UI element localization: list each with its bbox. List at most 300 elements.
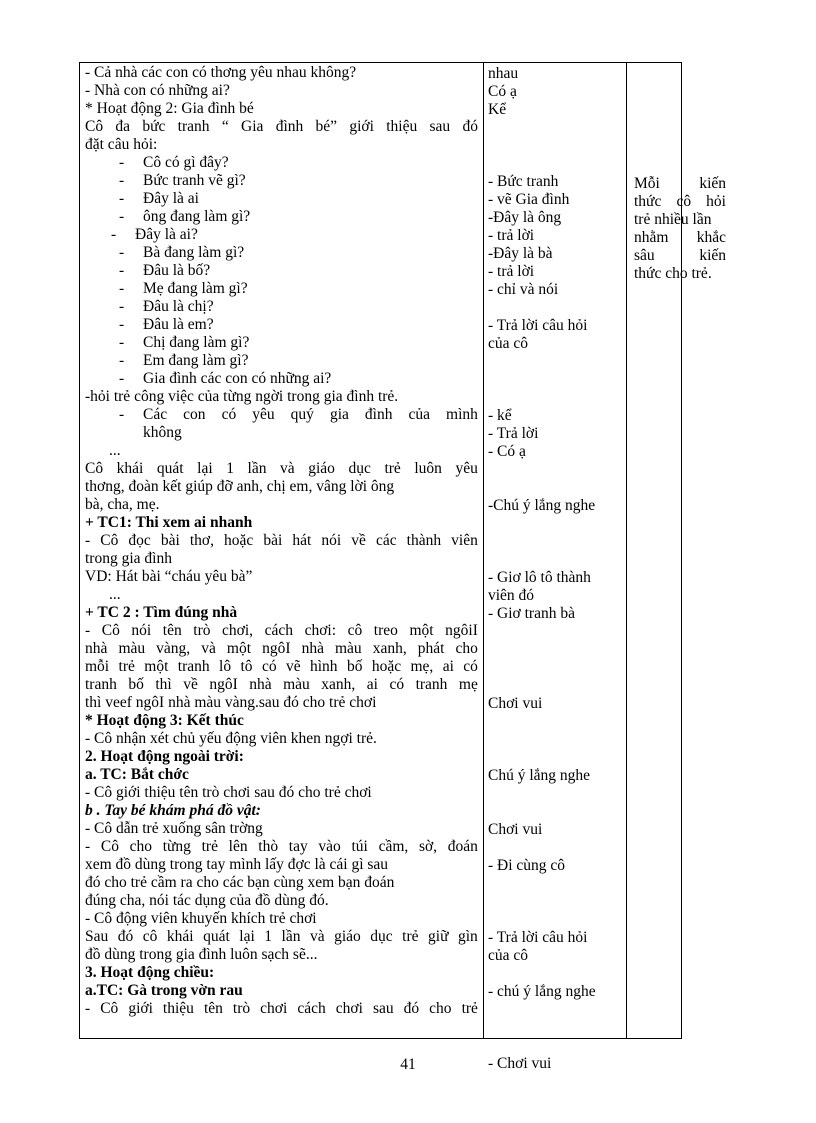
word: màu <box>118 640 146 657</box>
text: a. TC: Bắt chớc <box>85 766 189 783</box>
justified-text-line <box>85 532 478 550</box>
note-line <box>634 265 726 283</box>
text: - Trả lời <box>488 425 539 442</box>
response-line <box>488 605 621 623</box>
word: giáo <box>334 928 361 945</box>
question-item <box>85 172 478 190</box>
text: nhau <box>488 65 519 82</box>
blank-line <box>488 1037 621 1055</box>
question-item <box>85 334 478 352</box>
text: của cô <box>488 335 529 352</box>
heading-line <box>85 514 478 532</box>
word: đình <box>275 118 304 135</box>
justified-text-line <box>85 658 478 676</box>
word: phát <box>417 640 445 657</box>
text: của cô <box>488 947 529 964</box>
word: Sau <box>85 928 109 945</box>
text: xem đồ dùng trong tay mình lấy đợc là cái gì sau <box>85 856 389 873</box>
text: * Hoạt động 2: Gia đình bé <box>85 100 254 117</box>
response-line <box>488 695 621 713</box>
blank-line <box>488 785 621 803</box>
word: thành <box>406 532 442 549</box>
word: lần <box>247 460 267 477</box>
text-line <box>85 136 478 154</box>
response-line <box>488 209 621 227</box>
text: - trả lời <box>488 227 535 244</box>
response-line <box>488 101 621 119</box>
word: mẹ, <box>410 658 434 675</box>
note-line <box>634 175 726 193</box>
response-line <box>488 569 621 587</box>
column-divider <box>626 63 627 1038</box>
text: - chú ý lắng nghe <box>488 983 596 1000</box>
word: hỏi <box>706 193 726 210</box>
word: trẻ <box>201 838 218 855</box>
text: Chú ý lắng nghe <box>488 767 591 784</box>
blank-line <box>488 677 621 695</box>
blank-line <box>488 353 621 371</box>
text: - Giơ lô tô thành <box>488 569 591 586</box>
word: 1 <box>226 460 234 477</box>
response-line <box>488 191 621 209</box>
text: Chơi vui <box>488 821 543 838</box>
heading-line <box>85 712 478 730</box>
word: hình <box>310 658 338 675</box>
response-line <box>488 281 621 299</box>
question-text: Mẹ đang làm gì? <box>143 280 248 297</box>
text: VD: Hát bài “cháu yêu bà” <box>85 568 253 585</box>
blank-line <box>488 533 621 551</box>
word: ai <box>366 676 378 693</box>
blank-line <box>488 713 621 731</box>
question-text: Chị đang làm gì? <box>143 334 250 351</box>
word: nói <box>131 622 152 639</box>
ellipsis-line <box>85 586 478 604</box>
word: thức cho trẻ. <box>634 265 712 282</box>
question-item <box>85 226 478 244</box>
text: - Cả nhà các con có thơng yêu nhau không? <box>85 64 357 81</box>
blank-line <box>488 803 621 821</box>
text: -hỏi trẻ công việc của từng ngời trong gia đình trẻ. <box>85 388 399 405</box>
word: - <box>85 1000 91 1017</box>
blank-line <box>488 479 621 497</box>
word: trò <box>232 1000 251 1017</box>
question-item <box>85 352 478 370</box>
word: trẻ <box>461 1000 478 1017</box>
word: trẻ <box>118 658 135 675</box>
note-line <box>634 247 726 265</box>
word: có <box>221 406 237 423</box>
word: nhằm <box>634 229 669 246</box>
response-line <box>488 497 621 515</box>
word: đoán <box>447 838 478 855</box>
response-line <box>488 857 621 875</box>
blank-line <box>488 1019 621 1037</box>
word: chơi <box>335 1000 363 1017</box>
question-item <box>85 280 478 298</box>
text: - Trả lời câu hỏi <box>488 317 588 334</box>
word: giới <box>349 118 374 135</box>
word: sâu <box>634 247 655 264</box>
question-text: Bà đang làm gì? <box>143 244 245 261</box>
response-line <box>488 227 621 245</box>
word: Gia <box>241 118 264 135</box>
text: Có ạ <box>488 83 517 100</box>
word: vào <box>318 838 341 855</box>
text-line <box>85 64 478 82</box>
word: về <box>351 532 366 549</box>
justified-text-line <box>85 118 478 136</box>
word: luôn <box>414 460 442 477</box>
text: viên đó <box>488 587 535 604</box>
word: mình <box>446 406 478 423</box>
word: cách <box>264 622 294 639</box>
word: con <box>183 406 206 423</box>
note-line <box>634 211 726 229</box>
text: b . Tay bé khám phá đồ vật: <box>85 802 261 819</box>
word: cho <box>455 640 478 657</box>
response-line <box>488 929 621 947</box>
word: của <box>408 406 431 423</box>
word: bài <box>263 532 283 549</box>
word: màu <box>335 640 362 657</box>
notes-column <box>634 175 726 283</box>
justified-text-line <box>85 460 478 478</box>
word: về <box>183 676 198 693</box>
heading-line <box>85 748 478 766</box>
response-line <box>488 425 621 443</box>
word: hoặc <box>371 658 402 675</box>
word: xanh, <box>321 676 356 693</box>
text-line <box>85 730 478 748</box>
response-line <box>488 587 621 605</box>
question-item <box>85 370 478 388</box>
blank-line <box>488 119 621 137</box>
teacher-activities-column <box>85 64 478 1018</box>
word: nhà <box>249 676 272 693</box>
word: cách <box>297 1000 326 1017</box>
heading-line <box>85 604 478 622</box>
response-line <box>488 821 621 839</box>
text: - Đi cùng cô <box>488 857 566 874</box>
word: trẻ <box>384 460 401 477</box>
word: chơi <box>260 1000 288 1017</box>
bullet-dash: - <box>119 370 125 387</box>
bullet-dash: - <box>119 154 125 171</box>
student-activities-column <box>488 65 621 1073</box>
word: viên <box>451 532 478 549</box>
word: cô <box>347 622 363 639</box>
word: tên <box>203 1000 223 1017</box>
word: trẻ nhiều lần <box>634 211 712 228</box>
word: 1 <box>264 928 273 945</box>
blank-line <box>488 1001 621 1019</box>
word: giới <box>128 1000 153 1017</box>
word: chơi, <box>222 622 254 639</box>
word: kiến <box>699 247 726 264</box>
word: giáo <box>308 460 335 477</box>
blank-line <box>488 155 621 173</box>
justified-text-line <box>85 676 478 694</box>
response-line <box>488 245 621 263</box>
word: bé” <box>315 118 338 135</box>
text: - Cô động viên khuyến khích trẻ chơi <box>85 910 317 927</box>
text: đúng cha, nói tác dụng của đồ dùng đó. <box>85 892 329 909</box>
word: hoặc <box>224 532 254 549</box>
text: - Giơ tranh bà <box>488 605 575 622</box>
word: dục <box>370 928 393 945</box>
question-item <box>85 406 478 424</box>
bullet-dash: - <box>119 172 125 189</box>
text: -Đây là bà <box>488 245 553 262</box>
text-line <box>85 892 478 910</box>
text: - Nhà con có những ai? <box>85 82 230 99</box>
word: Cô <box>85 118 104 135</box>
text-line <box>85 568 478 586</box>
word: và <box>280 460 295 477</box>
question-item <box>85 244 478 262</box>
blank-line <box>488 875 621 893</box>
question-item <box>85 298 478 316</box>
word: từng <box>162 838 191 855</box>
word: lên <box>228 838 248 855</box>
word: Cô <box>100 1000 119 1017</box>
word: nhà <box>301 640 324 657</box>
text: Chơi vui <box>488 695 543 712</box>
response-line <box>488 767 621 785</box>
word: Các <box>143 406 168 423</box>
response-line <box>488 983 621 1001</box>
bullet-dash: - <box>119 334 125 351</box>
bullet-dash: - <box>111 226 117 243</box>
word: trẻ <box>402 928 419 945</box>
question-item <box>85 190 478 208</box>
word: đọc <box>128 532 151 549</box>
page-number: 41 <box>400 1056 416 1073</box>
text: a.TC: Gà trong vờn rau <box>85 982 243 999</box>
question-text: Cô có gì đây? <box>143 154 229 171</box>
text-line <box>85 784 478 802</box>
question-text: Bức tranh vẽ gì? <box>143 172 246 189</box>
word: kiến <box>699 175 726 192</box>
question-text <box>143 406 478 424</box>
word: có <box>389 676 405 693</box>
word: thơ, <box>189 532 214 549</box>
question-text: Gia đình các con có những ai? <box>143 370 332 387</box>
word: bố <box>346 658 363 675</box>
bullet-dash: - <box>119 244 125 261</box>
word: lần <box>281 928 301 945</box>
word: đó <box>403 1000 420 1017</box>
bullet-dash: - <box>119 406 125 423</box>
blank-line <box>488 389 621 407</box>
text: - vẽ Gia đình <box>488 191 570 208</box>
blank-line <box>488 551 621 569</box>
word: chơi: <box>304 622 337 639</box>
word: ngôI <box>209 676 238 693</box>
word: gia <box>329 406 349 423</box>
response-line <box>488 443 621 461</box>
response-line <box>488 173 621 191</box>
word: Cô <box>101 622 120 639</box>
question-item <box>85 262 478 280</box>
text-line <box>85 946 478 964</box>
word: ai <box>442 658 454 675</box>
text: - chỉ và nói <box>488 281 559 298</box>
blank-line <box>488 731 621 749</box>
word: đó <box>117 928 134 945</box>
word: đình <box>364 406 393 423</box>
text-line <box>85 478 478 496</box>
blank-line <box>488 641 621 659</box>
bullet-dash: - <box>119 298 125 315</box>
text-line <box>85 874 478 892</box>
question-item <box>85 154 478 172</box>
word: bức <box>142 118 166 135</box>
blank-line <box>488 749 621 767</box>
word: màu <box>283 676 310 693</box>
word: cầm, <box>378 838 409 855</box>
word: Cô <box>100 532 119 549</box>
blank-line <box>488 515 621 533</box>
response-line <box>488 83 621 101</box>
word: cho <box>429 1000 452 1017</box>
word: cho <box>129 838 153 855</box>
response-line <box>488 947 621 965</box>
response-line <box>488 317 621 335</box>
text: + TC 2 : Tìm đúng nhà <box>85 604 238 621</box>
word: nói <box>321 532 342 549</box>
word: thiệu <box>162 1000 194 1017</box>
question-text: ông đang làm gì? <box>143 208 251 225</box>
blank-line <box>488 965 621 983</box>
text: thì veef ngôI nhà màu vàng.sau đó cho trẻ chơi <box>85 694 377 711</box>
text-line <box>85 856 478 874</box>
text: - Chơi vui <box>488 1055 552 1072</box>
word: ngôI <box>262 640 291 657</box>
bullet-dash: - <box>119 190 125 207</box>
bullet-dash: - <box>119 262 125 279</box>
response-line <box>488 65 621 83</box>
justified-text-line <box>85 928 478 946</box>
text: - Có ạ <box>488 443 526 460</box>
text: bà, cha, mẹ. <box>85 496 160 513</box>
question-text: Đây là ai <box>143 190 199 207</box>
word: và <box>201 640 216 657</box>
blank-line <box>488 839 621 857</box>
word: một <box>226 640 252 657</box>
response-line <box>488 335 621 353</box>
word: túi <box>351 838 368 855</box>
word: - <box>85 532 91 549</box>
question-text: Đâu là em? <box>143 316 214 333</box>
text: ... <box>109 586 121 603</box>
word: tranh <box>177 118 210 135</box>
word: có <box>261 658 277 675</box>
word: Mỗi <box>634 175 660 192</box>
text: 3. Hoạt động chiều: <box>85 964 215 981</box>
text: -Chú ý lắng nghe <box>488 497 596 514</box>
word: xanh, <box>372 640 407 657</box>
blank-line <box>488 371 621 389</box>
word: ngôiI <box>445 622 478 639</box>
response-line <box>488 407 621 425</box>
text: -Đây là ông <box>488 209 562 226</box>
text: không <box>143 424 182 441</box>
question-text: Đâu là bố? <box>143 262 211 279</box>
question-text: Em đang làm gì? <box>143 352 249 369</box>
word: vàng, <box>156 640 191 657</box>
text: - Cô nhận xét chủ yếu động viên khen ngợi trẻ. <box>85 730 377 747</box>
text: trong gia đình <box>85 550 172 567</box>
continued-text <box>85 424 478 442</box>
question-text: Đây là ai? <box>135 226 198 243</box>
word: quát <box>203 928 230 945</box>
text: - Cô giới thiệu tên trò chơi sau đó cho trẻ chơi <box>85 784 372 801</box>
note-line <box>634 193 726 211</box>
word: giữ <box>428 928 449 945</box>
blank-line <box>488 299 621 317</box>
word: có <box>463 658 478 675</box>
justified-text-line <box>85 640 478 658</box>
heading-line <box>85 766 478 784</box>
blank-line <box>488 911 621 929</box>
blank-line <box>488 137 621 155</box>
word: bài <box>160 532 180 549</box>
word: vẽ <box>285 658 301 675</box>
word: khái <box>116 460 144 477</box>
word: “ <box>221 118 229 135</box>
word: bố <box>128 676 144 693</box>
word: một <box>409 622 434 639</box>
word: yêu <box>455 460 478 477</box>
bullet-dash: - <box>119 316 125 333</box>
note-line <box>634 229 726 247</box>
word: thì <box>155 676 172 693</box>
text: * Hoạt động 3: Kết thúc <box>85 712 244 729</box>
word: sau <box>372 1000 394 1017</box>
text: thơng, đoàn kết giúp đỡ anh, chị em, vâng lời ông <box>85 478 395 495</box>
heading-line <box>85 982 478 1000</box>
justified-text-line <box>85 1000 478 1018</box>
word: mỗi <box>85 658 110 675</box>
text-line <box>85 694 478 712</box>
bullet-dash: - <box>119 280 125 297</box>
text-line <box>85 82 478 100</box>
word: thức <box>634 193 662 210</box>
word: treo <box>373 622 398 639</box>
word: trò <box>193 622 211 639</box>
heading-line <box>85 964 478 982</box>
text: - kể <box>488 407 512 424</box>
word: lô <box>219 658 232 675</box>
word: hát <box>292 532 312 549</box>
word: sờ, <box>418 838 438 855</box>
word: lại <box>197 460 213 477</box>
blank-line <box>488 659 621 677</box>
word: tô <box>240 658 253 675</box>
word: - <box>85 622 91 639</box>
text: - Bức tranh <box>488 173 559 190</box>
bullet-dash: - <box>119 208 125 225</box>
text: - Trả lời câu hỏi <box>488 929 588 946</box>
column-divider <box>483 63 484 1038</box>
word: - <box>85 838 91 855</box>
response-line <box>488 263 621 281</box>
word: dục <box>348 460 371 477</box>
word: cô <box>676 193 692 210</box>
word: Cô <box>100 838 119 855</box>
